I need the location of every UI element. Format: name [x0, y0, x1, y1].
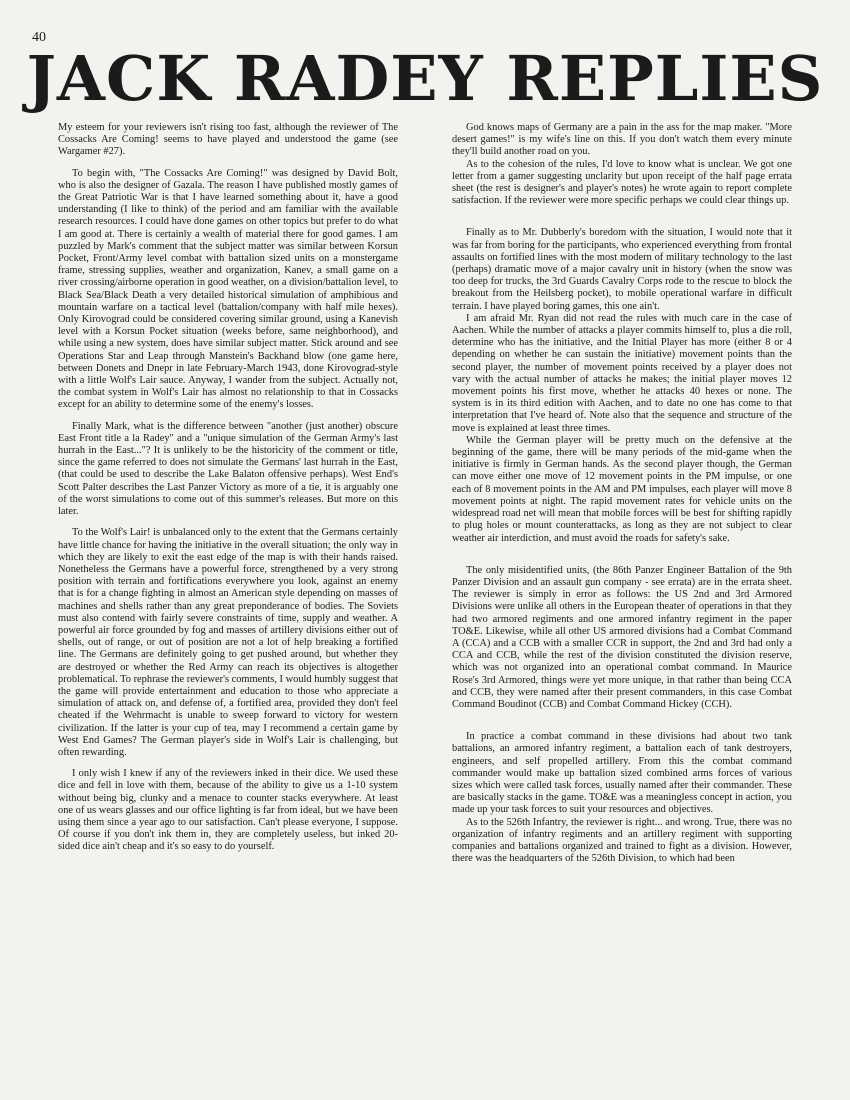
paragraph: Finally Mark, what is the difference between "another (just another) obscure East Front title a la Radey" and a "unique simulation of the German Army's last hurrah in the East..."? It is unlikely to be the historicity of the comment or title, since the game referred to does not simulate the Germans' last hurrah in the East, (that could be used to describe the Lake Balaton offensive perhaps). West End's Scott Palter describes the Last Panzer Victory as more of a tie, it is arguably one of the worst simulations to come out of this summer's releases. But more on this later. [58, 420, 398, 518]
paragraph: As to the 526th Infantry, the reviewer is right... and wrong. True, there was no organization of infantry regiments and an artillery regiment with supporting companies and battalions organized and trained to fight as a division. However, there was the headquarters of the 526th Division, to which had been [452, 816, 792, 865]
page-title: JACK RADEY REPLIES [26, 42, 824, 115]
paragraph: I am afraid Mr. Ryan did not read the rules with much care in the case of Aachen. While the number of attacks a player commits himself to, plus a die roll, determine who has the initiative, and the Initial Player has more (either 8 or 4 depending on whether he can sustain the initiative) movement points than the second player, the number of movement points received by a player does not vary with the actual number of attacks he makes; the initial player moves 12 movement points his first move, whether he attacks 40 hexes or none. The system is in its third edition with Aachen, and to date no one has come to that interpretation that I've heard of. Note also that the sequence and structure of the move is explained at least three times. [452, 312, 792, 434]
left-column [58, 122, 398, 854]
paragraph: While the German player will be pretty much on the defensive at the beginning of the game, there will be many periods of the mid-game when the initiative is firmly in German hands. As the second player though, the German can move either one move of 12 movement points in the PM impulse, or one each of 8 movement points in the AM and PM impulses, each player will move 8 movement points at night. The rapid movement rates for vehicle units on the widespread road net will mean that mobile forces will be best for shifting rapidly to plug holes or mount counterattacks, as long as they are not subject to clear weather air interdiction, and must avoid the roads for safety's sake. [452, 434, 792, 544]
paragraph: To begin with, "The Cossacks Are Coming!" was designed by David Bolt, who is also the designer of Gazala. The reason I have published mostly games of the Great Patriotic War is that I have learned something about it, have a good understanding (I like to think) of the period and am familiar with the available research resources. I could have done games on other topics but prefer to do what I am good at. There is certainly a wealth of material there for good games. I am puzzled by Mark's comment that the subject matter was similar between Korsun Pocket, Front/Army level combat with battalion sized units on a monstergame frame, stressing supplies, weather and organization, Kanev, a small game on a river crossing/airborne operation in good weather, on a division/battalion level, to Black Sea/Black Death a very detailed historical simulation of amphibious and mountain warfare on a tactical level (battalion/company with half mile hexes). Only Kirovograd could be considered covering similar ground, using a Kanevish level with a Korsun Pocket situation (weeks before, same neighborhood), and while using a new system, does have similar subject matter. Stick around and see Operations Star and Leap through Manstein's Backhand blow (one game here, between Donets and Dnepr in late February-March 1943, done Kirovograd-style with a little Wolf's Lair sauce. Anyway, I wander from the subject. Actually not, the combat system in Wolf's Lair has almost no relationship to that in Cossacks except for an ability to determine some of the enemy's losses. [58, 167, 398, 411]
paragraph: To the Wolf's Lair! is unbalanced only to the extent that the Germans certainly have little chance for having the initiative in the overall situation; the only way in which they are likely to exit the east edge of the map is with their hands raised. Nonetheless the Germans have a powerful force, strengthened by a very strong position with terrain and fortifications everywhere you look, against an enemy that is for a change fighting in almost an American style depending on masses of machines and shells rather than any great preponderance of bodies. The Soviets must also contend with fairly severe constraints of time, supply and weather. A powerful air force grounded by fog and masses of artillery divisions either out of shells, out of range, or out of position are not a lot of help breaking a fortified line. The Germans are definitely going to get pushed around, but whether they are destroyed or whether the Red Army can reach its objectives is altogether problematical. To rephrase the reviewer's comments, I would humbly suggest that the game will provide entertainment and education to those who appreciate a simulation of attack on, and defense of, a fortified area, provided they don't feel cheated if the Wehrmacht is unable to sweep forward to victory for western civilization. If the latter is your cup of tea, may I recommend a certain game by West End Games? The German player's side in Wolf's Lair is challenging, but often rewarding. [58, 527, 398, 758]
paragraph: Finally as to Mr. Dubberly's boredom with the situation, I would note that it was far from boring for the participants, who experienced everything from frontal assaults on fortified lines with the most modern of military technology to the last (perhaps) dramatic move of a major cavalry unit in history (when the snow was too deep for trucks, the 3rd Guards Cavalry Corps rode to the rescue to block the breakout from the Heilsberg pocket), to mobile operational warfare in difficult terrain. I have played boring games, this one ain't. [452, 227, 792, 312]
right-column [452, 122, 792, 865]
paragraph: As to the cohesion of the rules, I'd love to know what is unclear. We got one letter from a gamer suggesting unclarity but upon receipt of the half page errata sheet (the rest is designer's and player's notes) he wrote again to report complete satisfaction. If the reviewer were more specific perhaps we could clear things up. [452, 158, 792, 207]
paragraph: I only wish I knew if any of the reviewers inked in their dice. We used these dice and fell in love with them, because of the ability to give us a 1-10 system without being big, clunky and a menace to counter stacks everywhere. At least one of us wears glasses and our office lighting is far from ideal, but we have been using them since a year ago to our satisfaction. Can't please everyone, I suppose. Of course if you don't ink them in, they are completely useless, but inked 20-sided dice ain't cheap and it's so easy to do yourself. [58, 768, 398, 853]
page-number: 40 [32, 30, 46, 45]
paragraph: God knows maps of Germany are a pain in the ass for the map maker. "More desert games!" is my wife's line on this. If you don't watch them every minute they'll build another road on you. [452, 122, 792, 158]
paragraph: My esteem for your reviewers isn't rising too fast, although the reviewer of The Cossacks Are Coming! seems to have played and understood the game (see Wargamer #27). [58, 122, 398, 158]
paragraph: In practice a combat command in these divisions had about two tank battalions, an armored infantry regiment, a battalion each of tank destroyers, engineers, and self propelled artillery. From this the combat command commander would make up battalion sized combined arms forces of various sizes which were called task forces, usually named after their commander. These are basically stacks in the game. TO&E was a meaningless concept in action, you made up your task forces to suit your resources and objectives. [452, 731, 792, 816]
paragraph: The only misidentified units, (the 86th Panzer Engineer Battalion of the 9th Panzer Division and an assault gun company - see errata) are in the errata sheet. The reviewer is simply in error as follows: the US 2nd and 3rd Armored Divisions were unlike all others in the European theater of operations in that they had two armored regiments and one armored infantry regiment in the paper TO&E. Likewise, while all other US armored divisions had a Combat Command A (CCA) and a CCB with a smaller CCR in support, the 2nd and 3rd had only a CCA and CCB, while the rest of the division constituted the division reserve, which was not organized into an operational combat command. In Maurice Rose's 3rd Armored, things were yet more unique, in that rather than being CCA and CCB, they were named after their present commanders, in this case Combat Command Boudinot (CCB) and Combat Command Hickey (CCH). [452, 564, 792, 710]
